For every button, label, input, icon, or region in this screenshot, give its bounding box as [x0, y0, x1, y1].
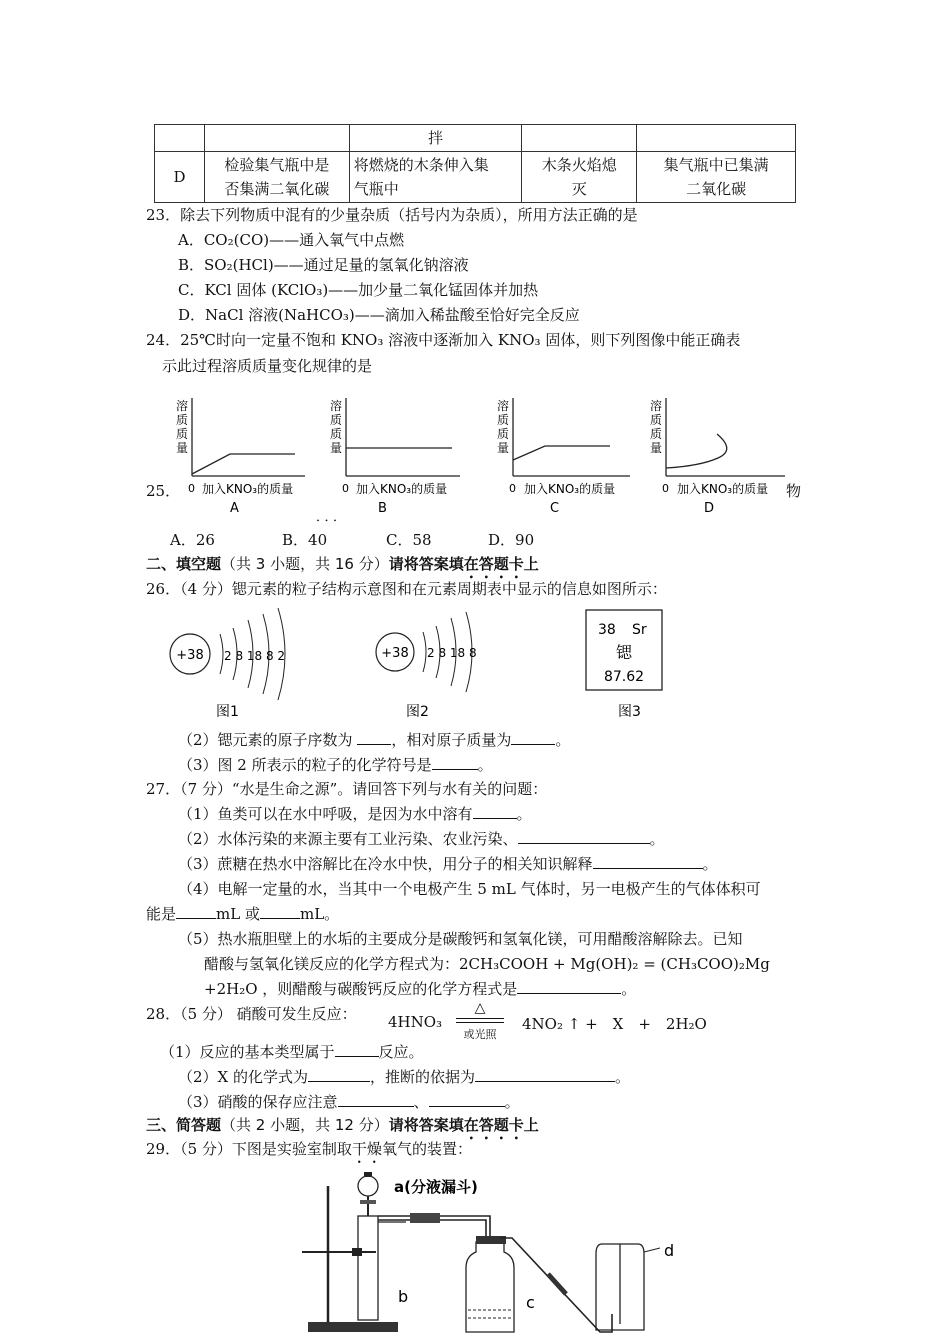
table-cell: 拌	[349, 125, 522, 152]
periodic-table-cell	[586, 610, 662, 720]
element-symbol: Sr	[632, 622, 647, 638]
answer-blank[interactable]	[260, 904, 300, 919]
graph-label: B	[378, 501, 387, 516]
strontium-figures	[160, 604, 680, 724]
separatory-funnel-bulb	[358, 1176, 378, 1196]
question-27-part-4: （4）电解一定量的水，当其中一个电极产生 5 mL 气体时，另一电极产生的气体体积可	[178, 880, 761, 898]
question-27-part-5-line3: +2H₂O ，则醋酸与碳酸钙反应的化学方程式是 。	[204, 980, 637, 998]
question-28-part-3: （3）硝酸的保存应注意 、 。	[178, 1093, 520, 1111]
answer-blank[interactable]	[518, 829, 650, 844]
y-axis-label: 溶质质量	[650, 399, 663, 455]
origin-label: 0	[188, 482, 195, 495]
question-25-option-c: C．58	[386, 531, 432, 549]
electron-shells: 2 8 18 8	[427, 646, 477, 660]
graph-line	[513, 446, 610, 460]
graph-line	[192, 454, 295, 474]
x-axis-label: 加入KNO₃的质量	[524, 482, 616, 496]
question-25-tail: 物	[786, 482, 802, 500]
question-25-option-b: B．40	[282, 531, 328, 549]
clamp	[352, 1248, 362, 1256]
emphasis-dots: ．．．	[316, 510, 349, 525]
answer-blank[interactable]	[308, 1067, 370, 1082]
question-27-part-4-cont: 能是 mL 或 mL。	[146, 905, 340, 923]
question-24-stem: 24．25℃时向一定量不饱和 KNO₃ 溶液中逐渐加入 KNO₃ 固体，则下列图像中能正确表	[146, 331, 741, 349]
atom-structure-figure-1	[170, 608, 285, 720]
answer-blank[interactable]	[432, 755, 478, 770]
element-name: 锶	[615, 643, 633, 662]
table-cell: 将燃烧的木条伸入集 气瓶中	[349, 152, 522, 203]
question-27-part-5: （5）热水瓶胆壁上的水垢的主要成分是碳酸钙和氢氧化镁，可用醋酸溶解除去。已知	[178, 930, 743, 948]
graph-label: A	[230, 501, 239, 516]
label-a: a(分液漏斗)	[394, 1178, 478, 1196]
table-row	[155, 125, 796, 152]
graph-line	[666, 434, 727, 468]
figure-caption: 图3	[618, 704, 641, 720]
answer-blank[interactable]	[473, 804, 517, 819]
x-axis-label: 加入KNO₃的质量	[202, 482, 294, 496]
answer-blank[interactable]	[429, 1092, 505, 1107]
question-24-stem-line2: 示此过程溶质质量变化规律的是	[162, 357, 373, 375]
question-26-part-2: （2）锶元素的原子序数为 ，相对原子质量为 。	[178, 731, 571, 749]
question-28-part-1: （1）反应的基本类型属于 反应。	[160, 1043, 424, 1061]
nucleus-charge: +38	[381, 646, 409, 661]
question-27-part-5-line2: 醋酸与氢氧化镁反应的化学方程式为：2CH₃COOH + Mg(OH)₂ = (CH₃COO)₂Mg	[204, 955, 770, 973]
question-23-option-b: B．SO₂(HCl)——通过足量的氢氧化钠溶液	[178, 256, 469, 274]
question-23-option-a: A．CO₂(CO)——通入氧气中点燃	[178, 231, 405, 249]
answer-blank[interactable]	[475, 1067, 615, 1082]
oxygen-apparatus-diagram	[290, 1164, 710, 1344]
section-3-heading: 三、简答题（共 2 小题，共 12 分）请将答案填在答题卡上	[146, 1116, 539, 1134]
rubber-connector	[410, 1213, 440, 1223]
answer-blank[interactable]	[593, 854, 703, 869]
y-axis-label: 溶质质量	[497, 399, 510, 455]
x-axis-label: 加入KNO₃的质量	[356, 482, 448, 496]
question-26-stem: 26．（4 分）锶元素的粒子结构示意图和在元素周期表中显示的信息如图所示：	[146, 580, 667, 598]
table-cell-label: D	[155, 152, 205, 203]
label-d: d	[664, 1241, 675, 1260]
equation-right: 4NO₂ ↑ + X + 2H₂O	[522, 1015, 707, 1033]
iron-stand-base	[308, 1322, 398, 1332]
graph-c	[497, 398, 630, 516]
question-28-part-2: （2）X 的化学式为 ，推断的依据为 。	[178, 1068, 631, 1086]
graph-a	[176, 398, 305, 516]
question-27-part-2: （2）水体污染的来源主要有工业污染、农业污染、 。	[178, 830, 665, 848]
y-axis-label: 溶质质量	[176, 399, 189, 455]
x-axis-label: 加入KNO₃的质量	[677, 482, 769, 496]
question-23-stem: 23．除去下列物质中混有的少量杂质（括号内为杂质），所用方法正确的是	[146, 206, 638, 224]
question-25-option-a: A．26	[170, 531, 215, 549]
nucleus-charge: +38	[176, 648, 204, 663]
graph-d	[650, 398, 785, 516]
equation-left: 4HNO₃	[388, 1013, 443, 1031]
equation-arrow-line	[456, 1022, 504, 1023]
answer-blank[interactable]	[357, 730, 391, 745]
graph-b	[330, 398, 460, 516]
equation-condition-light: 或光照	[463, 1028, 497, 1041]
electron-shells: 2 8 18 8 2	[224, 649, 286, 663]
origin-label: 0	[509, 482, 516, 495]
label-c: c	[526, 1293, 535, 1312]
stopcock	[360, 1200, 376, 1204]
answer-blank[interactable]	[517, 979, 621, 994]
answer-blank[interactable]	[511, 730, 555, 745]
equation-arrow-line	[456, 1018, 504, 1019]
label-b: b	[398, 1287, 409, 1306]
question-24-graphs	[140, 390, 820, 520]
equation-condition-heat: △	[474, 1000, 486, 1016]
table-cell: 集气瓶中已集满 二氧化碳	[637, 152, 796, 203]
atomic-mass: 87.62	[603, 669, 645, 685]
question-23-option-c: C．KCl 固体 (KClO₃)——加少量二氧化锰固体并加热	[178, 281, 539, 299]
comparison-table	[154, 124, 796, 203]
question-27-part-1: （1）鱼类可以在水中呼吸，是因为水中溶有 。	[178, 805, 532, 823]
table-cell: 木条火焰熄 灭	[522, 152, 637, 203]
question-27-stem: 27．（7 分）“水是生命之源”。请回答下列与水有关的问题：	[146, 780, 548, 798]
origin-label: 0	[342, 482, 349, 495]
section-2-heading: 二、填空题（共 3 小题，共 16 分）请将答案填在答题卡上	[146, 555, 539, 573]
question-23-option-d: D．NaCl 溶液(NaHCO₃)——滴加入稀盐酸至恰好完全反应	[178, 306, 580, 324]
table-cell: 检验集气瓶中是 否集满二氧化碳	[204, 152, 349, 203]
question-29-stem: 29．（5 分）下图是实验室制取干燥氧气的装置：	[146, 1140, 472, 1158]
figure-caption: 图2	[406, 704, 429, 720]
answer-blank[interactable]	[338, 1092, 414, 1107]
answer-blank[interactable]	[176, 904, 216, 919]
atom-structure-figure-2	[376, 612, 477, 720]
origin-label: 0	[662, 482, 669, 495]
graph-label: D	[704, 501, 715, 516]
answer-blank[interactable]	[335, 1042, 379, 1057]
question-25-option-d: D．90	[488, 531, 535, 549]
atomic-number: 38	[598, 622, 616, 638]
figure-caption: 图1	[216, 704, 239, 720]
test-tube-b	[358, 1216, 378, 1320]
question-25-number: 25．	[146, 482, 181, 500]
question-26-part-3: （3）图 2 所表示的粒子的化学符号是 。	[178, 756, 493, 774]
table-row	[155, 152, 796, 203]
question-27-part-3: （3）蔗糖在热水中溶解比在冷水中快，用分子的相关知识解释 。	[178, 855, 718, 873]
graph-label: C	[550, 501, 560, 516]
question-28-stem: 28．（5 分） 硝酸可发生反应：	[146, 1005, 357, 1023]
y-axis-label: 溶质质量	[330, 399, 343, 455]
